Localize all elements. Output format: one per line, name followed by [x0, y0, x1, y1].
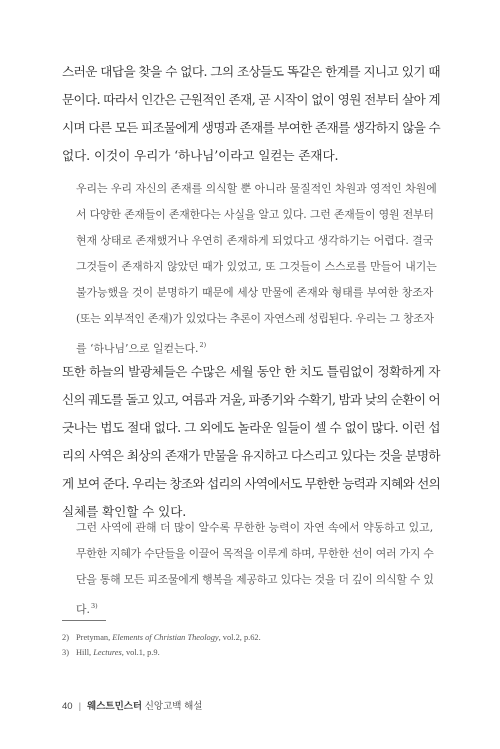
- body-paragraph-2: [62, 358, 440, 526]
- quote-line-last: [76, 593, 436, 619]
- text-line: 게 보여 준다. 우리는 창조와 섭리의 사역에서도 무한한 능력과 지혜와 선의: [62, 476, 440, 491]
- text-line: 시며 다른 모든 피조물에게 생명과 존재를 부여한 존재를 생각하지 않을 수: [62, 120, 440, 135]
- body-paragraph-1: [62, 58, 440, 170]
- quote-line-text: 를 ‘하나님’으로 일컫는다.: [76, 342, 199, 355]
- text-line: 신의 궤도를 돌고 있고, 여름과 겨울, 파종기와 수확기, 밤과 낮의 순환이 어: [62, 392, 440, 407]
- book-title-bold: 웨스트민스터: [87, 701, 143, 712]
- text-line: 리의 사역은 최상의 존재가 만물을 유지하고 다스리고 있다는 것을 분명하: [62, 448, 440, 463]
- book-title-rest: 신앙고백 해설: [142, 701, 203, 712]
- block-quote-1: [76, 176, 436, 358]
- quote-line: 그것들이 존재하지 않았던 때가 있었고, 또 그것들이 스스로를 만들어 내기는: [76, 260, 437, 273]
- block-quote-2: [76, 515, 436, 619]
- text-line: 긋나는 법도 절대 없다. 그 외에도 놀라운 일들이 셀 수 없이 많다. 이런 섭: [62, 420, 440, 435]
- quote-line: 불가능했을 것이 분명하기 때문에 세상 만물에 존재와 형태를 부여한 창조자: [76, 286, 434, 299]
- footnote-detail: , vol.1, p.9.: [121, 648, 160, 657]
- footnote-detail: , vol.2, p.62.: [218, 633, 261, 642]
- footnote-number: 2): [62, 633, 69, 642]
- text-line: 또한 하늘의 발광체들은 수많은 세월 동안 한 치도 틀림없이 정확하게 자: [62, 364, 440, 379]
- quote-line: (또는 외부적인 존재)가 있었다는 추론이 자연스레 성립된다. 우리는 그 창조자: [76, 312, 434, 325]
- footnote-3: [62, 645, 442, 660]
- footer-separator: |: [78, 701, 82, 712]
- quote-line: 서 다양한 존재들이 존재한다는 사실을 알고 있다. 그런 존재들이 영원 전부터: [76, 208, 434, 221]
- text-line: 스러운 대답을 찾을 수 없다. 그의 조상들도 똑같은 한계를 지니고 있기 때: [62, 64, 440, 79]
- footnote-author: Hill,: [76, 648, 94, 657]
- quote-line: 무한한 지혜가 수단들을 이끌어 목적을 이루게 하며, 무한한 선이 여러 가지 수: [76, 547, 434, 560]
- quote-line: 우리는 우리 자신의 존재를 의식할 뿐 아니라 물질적인 차원과 영적인 차원에: [76, 182, 437, 195]
- footnote-ref-2[interactable]: 2): [199, 341, 207, 349]
- quote-line: 현재 상태로 존재했거나 우연히 존재하게 되었다고 생각하기는 어렵다. 결국: [76, 234, 434, 247]
- text-line: 문이다. 따라서 인간은 근원적인 존재, 곧 시작이 없이 영원 전부터 살아 계: [62, 92, 440, 107]
- footnote-title: Lectures: [93, 648, 122, 657]
- footnote-2: [62, 630, 442, 645]
- footnote-title: Elements of Christian Theology: [112, 633, 219, 642]
- footnote-ref-3[interactable]: 3): [90, 602, 98, 610]
- footnotes: [62, 630, 442, 660]
- footnote-author: Pretyman,: [76, 633, 113, 642]
- quote-line: 단을 통해 모든 피조물에게 행복을 제공하고 있다는 것을 더 깊이 의식할 수 있: [76, 573, 434, 586]
- page-number: 40: [62, 701, 73, 712]
- footnote-number: 3): [62, 648, 69, 657]
- footnote-divider: [62, 620, 106, 621]
- quote-line: 그런 사역에 관해 더 많이 알수록 무한한 능력이 자연 속에서 약동하고 있고,: [76, 521, 434, 534]
- page-footer: [62, 698, 202, 712]
- quote-line-last: [76, 332, 436, 358]
- text-line: 실체를 확인할 수 있다.: [62, 504, 187, 519]
- quote-line-text: 다.: [76, 603, 90, 616]
- text-line: 없다. 이것이 우리가 ‘하나님’이라고 일컫는 존재다.: [62, 148, 339, 163]
